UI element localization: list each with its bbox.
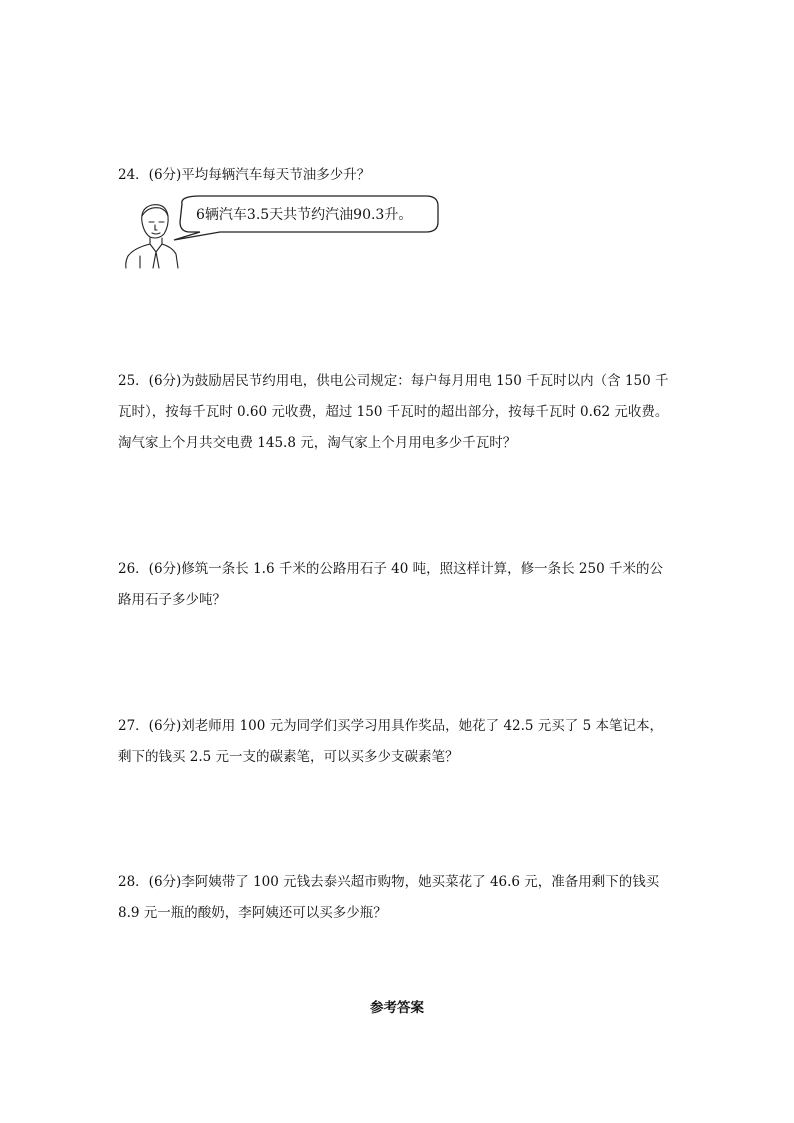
teacher-figure bbox=[126, 205, 178, 268]
question-27 bbox=[118, 711, 690, 773]
question-26-line-2: 路用石子多少吨？ bbox=[118, 592, 226, 608]
question-25 bbox=[118, 366, 690, 459]
question-25-line-2: 瓦时），按每千瓦时 0.60 元收费，超过 150 千瓦时的超出部分，按每千瓦时 0.62 元收费。 bbox=[118, 404, 669, 420]
question-26-line-1: 26．(6分)修筑一条长 1.6 千米的公路用石子 40 吨，照这样计算，修一条长 250 千米的公 bbox=[118, 561, 663, 577]
speech-bubble-text: 6辆汽车3.5天共节约汽油90.3升。 bbox=[196, 207, 413, 223]
question-28-line-2: 8.9 元一瓶的酸奶，李阿姨还可以买多少瓶？ bbox=[118, 905, 387, 921]
question-24-line-1: 24．(6分)平均每辆汽车每天节油多少升？ bbox=[118, 167, 371, 183]
question-25-line-3: 淘气家上个月共交电费 145.8 元，淘气家上个月用电多少千瓦时？ bbox=[118, 435, 517, 451]
question-24 bbox=[118, 160, 690, 191]
question-28-line-1: 28．(6分)李阿姨带了 100 元钱去泰兴超市购物，她买菜花了 46.6 元，准备用剩下的钱买 bbox=[118, 874, 660, 890]
question-27-line-1: 27．(6分)刘老师用 100 元为同学们买学习用具作奖品，她花了 42.5 元买了 5 本笔记本， bbox=[118, 718, 663, 734]
answer-section-title: 参考答案 bbox=[370, 1000, 424, 1016]
question-26 bbox=[118, 554, 690, 616]
question-25-line-1: 25．(6分)为鼓励居民节约用电，供电公司规定：每户每月用电 150 千瓦时以内（含 150 千 bbox=[118, 373, 669, 389]
question-27-line-2: 剩下的钱买 2.5 元一支的碳素笔，可以买多少支碳素笔？ bbox=[118, 749, 459, 765]
question-28 bbox=[118, 867, 690, 929]
